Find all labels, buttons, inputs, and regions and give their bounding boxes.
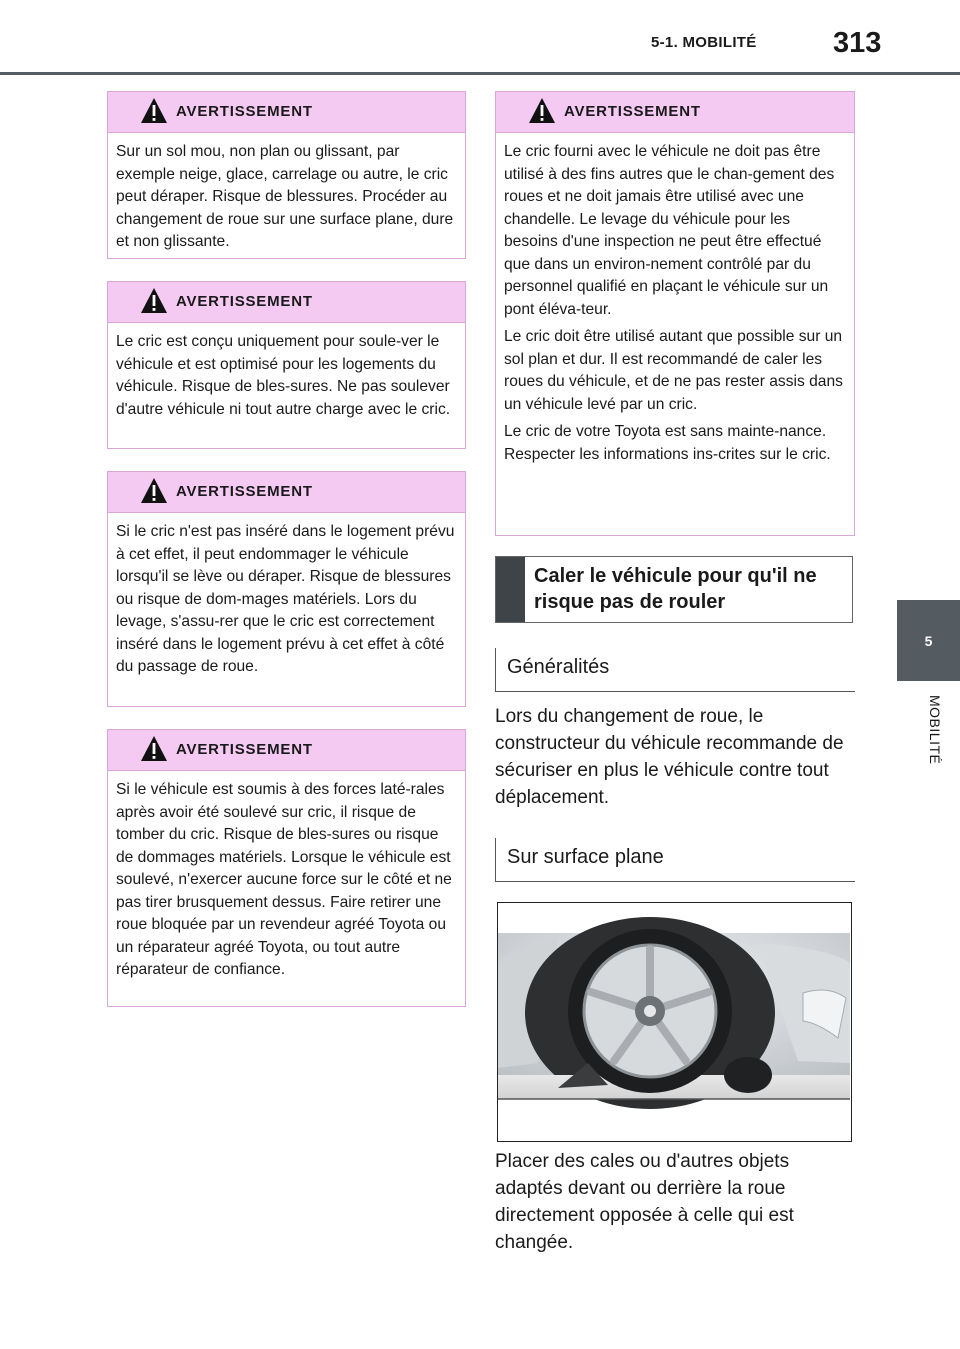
subheading-surface-plane [495, 838, 855, 882]
warning-box-4 [107, 729, 466, 1007]
warning-triangle-icon [140, 477, 168, 504]
warning-title: AVERTISSEMENT [176, 483, 313, 500]
warning-text [108, 771, 465, 990]
warning-box-2 [107, 281, 466, 449]
subheading-text: Sur surface plane [507, 846, 664, 868]
section-heading-text: Caler le véhicule pour qu'il ne risque pas de rouler [534, 565, 817, 613]
warning-header [108, 730, 465, 771]
header-rule [0, 72, 960, 75]
warning-paragraph: Le cric de votre Toyota est sans mainte-nance. Respecter les informations ins-crites sur le cric. [504, 423, 831, 463]
warning-triangle-icon [140, 735, 168, 762]
warning-text [108, 513, 465, 687]
warning-triangle-icon [140, 97, 168, 124]
warning-box-3 [107, 471, 466, 707]
warning-paragraph: Le cric est conçu uniquement pour soule-ver le véhicule et est optimisé pour les logements du véhicule. Risque de bles-sures. Ne pas soulever d'autre véhicule ni tout autre charge avec le cric. [116, 333, 451, 418]
warning-triangle-icon [140, 287, 168, 314]
warning-paragraph: Le cric doit être utilisé autant que possible sur un sol plan et dur. Il est recommandé de caler les roues du véhicule, et de ne pas rester assis dans un véhicule levé par un cric. [504, 328, 843, 413]
paragraph-surface-plane: Placer des cales ou d'autres objets adaptés devant ou derrière la roue directement opposée à celle qui est changée. [495, 1151, 794, 1253]
warning-title: AVERTISSEMENT [564, 103, 701, 120]
paragraph-generalites: Lors du changement de roue, le constructeur du véhicule recommande de sécuriser en plus le véhicule contre tout déplacement. [495, 706, 844, 808]
wheel-photo [498, 903, 850, 1140]
subheading-text: Généralités [507, 656, 610, 678]
warning-text [108, 323, 465, 429]
warning-title: AVERTISSEMENT [176, 103, 313, 120]
warning-triangle-icon [528, 97, 556, 124]
warning-text [496, 133, 854, 474]
warning-paragraph: Le cric fourni avec le véhicule ne doit pas être utilisé à des fins autres que le chan-gement des roues et ne doit jamais être utilisé avec une chandelle. Le levage du véhicule pour les besoins d'une inspection ne peut être effectué que dans un environ-nement contrôlé par du personnel qualifié en plaçant le véhicule sur un pont éléva-teur. [504, 143, 835, 318]
warning-box-5 [495, 91, 855, 536]
chapter-label: MOBILITÉ [927, 695, 943, 765]
warning-paragraph: Si le véhicule est soumis à des forces laté-rales après avoir été soulevé sur cric, il risque de tomber du cric. Risque de bles-sures ou risque de dommages matériels. Lorsque le véhicule est soulevé, n'exercer aucune force sur le côté et ne pas tirer brusquement dessus. Faire retirer une roue bloquée par un revendeur agréé Toyota ou un réparateur agréé Toyota, ou tout autre réparateur de confiance. [116, 781, 452, 978]
warning-header [496, 92, 854, 133]
section-heading [495, 556, 853, 623]
header-section-title: 5-1. MOBILITÉ [651, 34, 757, 51]
warning-title: AVERTISSEMENT [176, 741, 313, 758]
warning-header [108, 472, 465, 513]
warning-title: AVERTISSEMENT [176, 293, 313, 310]
warning-paragraph: Sur un sol mou, non plan ou glissant, par exemple neige, glace, carrelage ou autre, le cric peut déraper. Risque de blessures. Procéder au changement de roue sur une surface plane, dure et non glissante. [116, 143, 454, 250]
warning-header [108, 92, 465, 133]
subheading-generalites [495, 648, 855, 692]
section-heading-bar [496, 557, 525, 622]
warning-box-1 [107, 91, 466, 259]
page-number: 313 [833, 27, 882, 59]
wheel-chock-illustration [497, 902, 852, 1142]
chapter-tab[interactable] [897, 600, 960, 681]
warning-header [108, 282, 465, 323]
warning-paragraph: Si le cric n'est pas inséré dans le logement prévu à cet effet, il peut endommager le véhicule lorsqu'il se lève ou déraper. Risque de blessures ou risque de dom-mages matériels. Lors du levage, s'assu-rer que le cric est correctement inséré dans le logement prévu à cet effet à côté du passage de roue. [116, 523, 455, 675]
warning-text [108, 133, 465, 262]
chapter-number: 5 [924, 632, 933, 649]
